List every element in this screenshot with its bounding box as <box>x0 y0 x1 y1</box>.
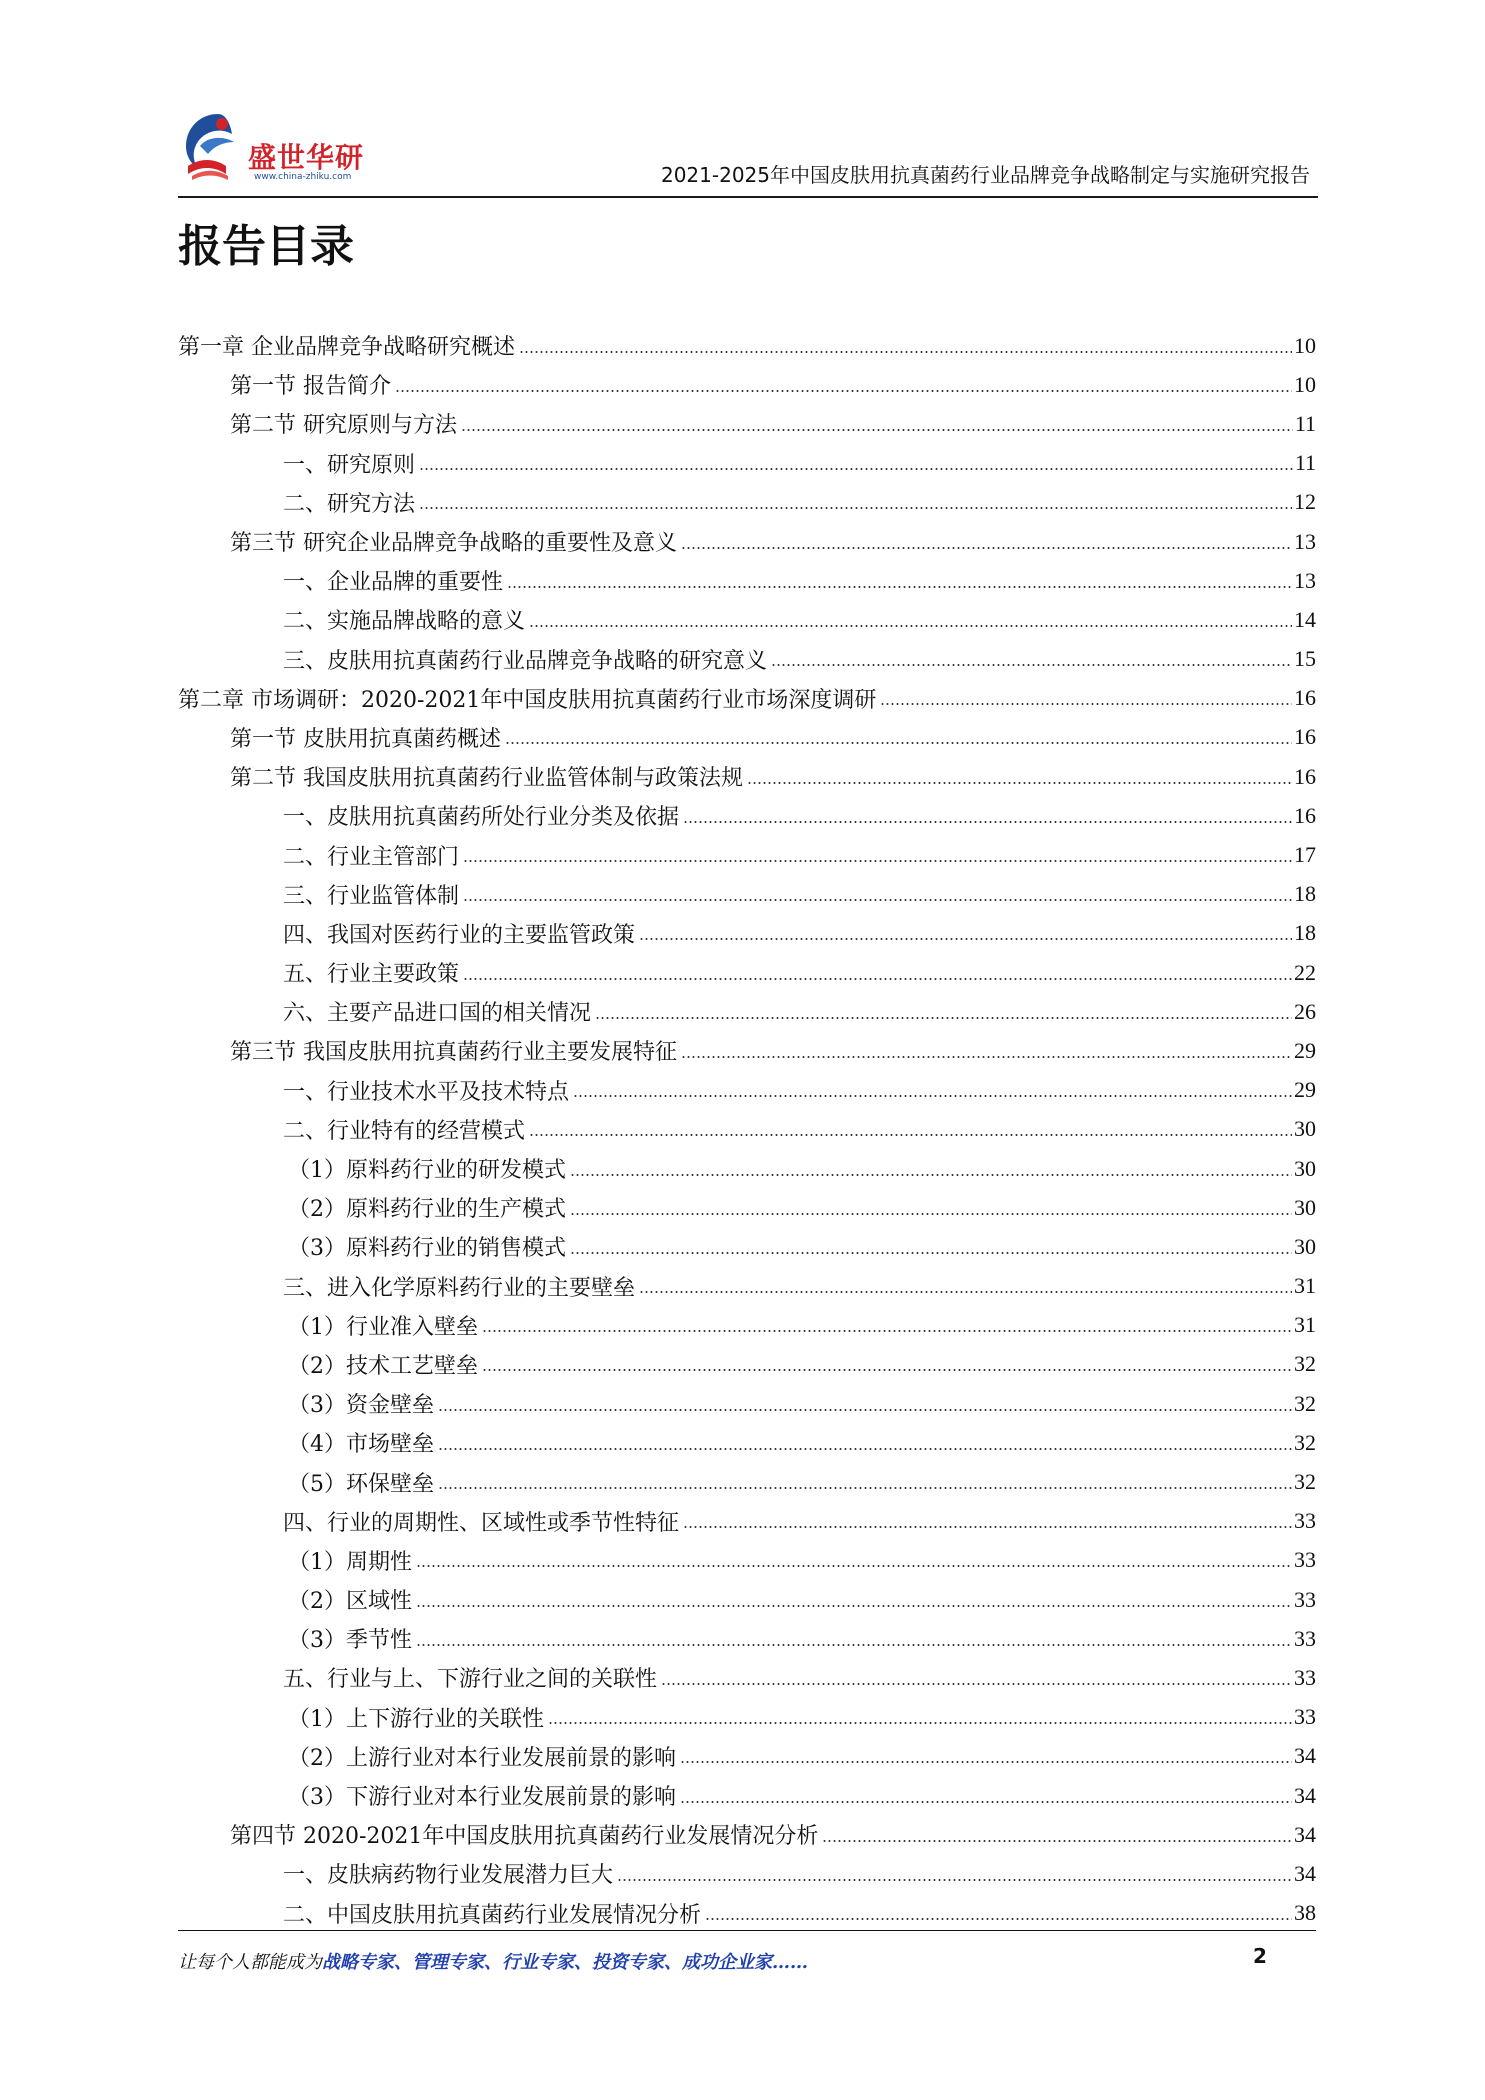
page-title: 报告目录 <box>178 221 354 272</box>
toc-entry-label: 五、行业与上、下游行业之间的关联性 <box>283 1662 659 1693</box>
toc-entry[interactable] <box>178 1227 1316 1266</box>
toc-leader-dots <box>463 978 1292 980</box>
toc-entry-label: 第三节 我国皮肤用抗真菌药行业主要发展特征 <box>230 1035 679 1066</box>
toc-entry[interactable] <box>178 1776 1316 1815</box>
toc-entry-label: 六、主要产品进口国的相关情况 <box>283 996 593 1027</box>
toc-leader-dots <box>617 1879 1292 1881</box>
toc-leader-dots <box>683 821 1292 823</box>
toc-leader-dots <box>519 351 1292 353</box>
toc-entry-page: 13 <box>1294 528 1316 554</box>
logo-emblem-icon <box>178 106 248 186</box>
logo-url: www.china-zhiku.com <box>254 172 352 182</box>
toc-entry-label: （1）行业准入壁垒 <box>288 1310 480 1341</box>
toc-entry-label: 第二节 我国皮肤用抗真菌药行业监管体制与政策法规 <box>230 761 745 792</box>
toc-entry-page: 32 <box>1294 1469 1316 1495</box>
toc-entry-label: （1）周期性 <box>288 1545 414 1576</box>
toc-entry-page: 34 <box>1294 1743 1316 1769</box>
toc-entry-label: 五、行业主要政策 <box>283 957 461 988</box>
toc-entry-label: 第一节 皮肤用抗真菌药概述 <box>230 722 503 753</box>
toc-leader-dots <box>461 429 1293 431</box>
toc-entry[interactable] <box>178 1737 1316 1776</box>
toc-entry-label: 二、实施品牌战略的意义 <box>283 604 527 635</box>
footer-divider <box>178 1930 1316 1931</box>
toc-entry[interactable] <box>178 953 1316 992</box>
toc-entry[interactable] <box>178 1541 1316 1580</box>
toc-entry[interactable] <box>178 875 1316 914</box>
toc-leader-dots <box>683 1526 1292 1528</box>
toc-leader-dots <box>438 1487 1292 1489</box>
toc-leader-dots <box>438 1448 1292 1450</box>
toc-leader-dots <box>548 1722 1292 1724</box>
toc-leader-dots <box>705 1918 1292 1920</box>
page-header <box>178 100 1318 198</box>
toc-leader-dots <box>529 1134 1292 1136</box>
toc-leader-dots <box>880 703 1292 705</box>
toc-entry-label: （1）原料药行业的研发模式 <box>288 1153 568 1184</box>
toc-leader-dots <box>771 664 1292 666</box>
toc-entry[interactable] <box>178 1345 1316 1384</box>
toc-entry-page: 13 <box>1294 567 1316 593</box>
toc-leader-dots <box>419 468 1293 470</box>
toc-entry-page: 18 <box>1294 920 1316 946</box>
toc-entry[interactable] <box>178 1698 1316 1737</box>
toc-entry[interactable] <box>178 326 1316 365</box>
toc-entry-page: 16 <box>1294 763 1316 789</box>
toc-entry-page: 33 <box>1294 1704 1316 1730</box>
toc-entry[interactable] <box>178 600 1316 639</box>
toc-entry-page: 33 <box>1294 1508 1316 1534</box>
company-logo <box>178 106 378 192</box>
toc-entry-label: 三、皮肤用抗真菌药行业品牌竞争战略的研究意义 <box>283 644 769 675</box>
toc-leader-dots <box>639 938 1292 940</box>
toc-entry-label: 三、进入化学原料药行业的主要壁垒 <box>283 1271 637 1302</box>
toc-entry[interactable] <box>178 718 1316 757</box>
toc-entry[interactable] <box>178 640 1316 679</box>
footer-slogan-prefix: 让每个人都能成为 <box>178 1952 322 1973</box>
page-number: 2 <box>1253 1944 1267 1968</box>
logo-name: 盛世华研 <box>248 141 365 174</box>
toc-entry-label: （3）季节性 <box>288 1623 414 1654</box>
toc-entry-page: 30 <box>1294 1233 1316 1259</box>
toc-leader-dots <box>570 1252 1292 1254</box>
toc-entry-label: （2）原料药行业的生产模式 <box>288 1192 568 1223</box>
toc-leader-dots <box>463 899 1292 901</box>
toc-entry-page: 12 <box>1294 489 1316 515</box>
toc-entry-label: 第一章 企业品牌竞争战略研究概述 <box>178 330 517 361</box>
toc-leader-dots <box>416 1605 1292 1607</box>
toc-entry[interactable] <box>178 444 1316 483</box>
toc-entry-label: 四、行业的周期性、区域性或季节性特征 <box>283 1506 681 1537</box>
toc-entry[interactable] <box>178 1894 1316 1933</box>
toc-entry-label: 二、研究方法 <box>283 487 417 518</box>
toc-leader-dots <box>416 1565 1292 1567</box>
toc-entry-page: 32 <box>1294 1429 1316 1455</box>
toc-leader-dots <box>505 742 1292 744</box>
toc-entry[interactable] <box>178 992 1316 1031</box>
toc-entry-page: 11 <box>1294 450 1316 476</box>
footer-slogan <box>178 1948 808 1974</box>
toc-entry-page: 30 <box>1294 1194 1316 1220</box>
toc-leader-dots <box>419 507 1292 509</box>
toc-entry-page: 26 <box>1294 998 1316 1024</box>
toc-entry-page: 30 <box>1294 1116 1316 1142</box>
toc-entry-label: （3）原料药行业的销售模式 <box>288 1231 568 1262</box>
toc-entry-page: 33 <box>1294 1664 1316 1690</box>
toc-entry-page: 17 <box>1294 842 1316 868</box>
toc-entry[interactable] <box>178 404 1316 443</box>
toc-leader-dots <box>570 1213 1292 1215</box>
toc-leader-dots <box>680 1801 1292 1803</box>
toc-entry[interactable] <box>178 679 1316 718</box>
toc-entry[interactable] <box>178 1619 1316 1658</box>
toc-entry-page: 16 <box>1294 685 1316 711</box>
toc-leader-dots <box>416 1644 1292 1646</box>
toc-entry[interactable] <box>178 1071 1316 1110</box>
toc-entry[interactable] <box>178 1462 1316 1501</box>
toc-leader-dots <box>395 390 1292 392</box>
toc-entry-label: 一、行业技术水平及技术特点 <box>283 1075 571 1106</box>
toc-entry-label: 第四节 2020-2021年中国皮肤用抗真菌药行业发展情况分析 <box>230 1819 820 1850</box>
toc-entry-page: 34 <box>1294 1782 1316 1808</box>
toc-entry-label: 二、行业主管部门 <box>283 840 461 871</box>
toc-leader-dots <box>747 782 1292 784</box>
toc-entry[interactable] <box>178 1580 1316 1619</box>
toc-entry-label: 二、中国皮肤用抗真菌药行业发展情况分析 <box>283 1898 703 1929</box>
toc-entry-label: （2）上游行业对本行业发展前景的影响 <box>288 1741 678 1772</box>
toc-leader-dots <box>595 1017 1292 1019</box>
toc-entry[interactable] <box>178 1306 1316 1345</box>
toc-entry-page: 34 <box>1294 1821 1316 1847</box>
toc-leader-dots <box>463 860 1292 862</box>
toc-entry-page: 38 <box>1294 1900 1316 1926</box>
toc-entry-page: 14 <box>1294 606 1316 632</box>
toc-entry-label: 第二节 研究原则与方法 <box>230 408 459 439</box>
toc-entry[interactable] <box>178 1502 1316 1541</box>
toc-leader-dots <box>482 1369 1292 1371</box>
toc-entry-label: （4）市场壁垒 <box>288 1427 436 1458</box>
toc-entry[interactable] <box>178 914 1316 953</box>
toc-entry[interactable] <box>178 1384 1316 1423</box>
toc-leader-dots <box>482 1330 1292 1332</box>
toc-entry[interactable] <box>178 365 1316 404</box>
toc-entry-page: 33 <box>1294 1586 1316 1612</box>
toc-entry[interactable] <box>178 1423 1316 1462</box>
toc-entry-label: （3）下游行业对本行业发展前景的影响 <box>288 1780 678 1811</box>
toc-entry-page: 22 <box>1294 959 1316 985</box>
toc-entry[interactable] <box>178 1854 1316 1893</box>
toc-leader-dots <box>573 1095 1292 1097</box>
toc-entry[interactable] <box>178 1149 1316 1188</box>
toc-leader-dots <box>529 625 1292 627</box>
toc-entry-page: 31 <box>1294 1312 1316 1338</box>
toc-entry-page: 29 <box>1294 1077 1316 1103</box>
toc-entry-label: 一、研究原则 <box>283 448 417 479</box>
toc-entry-label: 第三节 研究企业品牌竞争战略的重要性及意义 <box>230 526 679 557</box>
toc-leader-dots <box>639 1291 1292 1293</box>
toc-leader-dots <box>507 586 1292 588</box>
toc-entry-label: （1）上下游行业的关联性 <box>288 1702 546 1733</box>
toc-entry-page: 15 <box>1294 646 1316 672</box>
toc-entry-label: （2）技术工艺壁垒 <box>288 1349 480 1380</box>
table-of-contents <box>178 326 1316 1933</box>
toc-entry[interactable] <box>178 483 1316 522</box>
toc-entry-label: 一、皮肤病药物行业发展潜力巨大 <box>283 1858 615 1889</box>
toc-entry-label: （2）区域性 <box>288 1584 414 1615</box>
toc-entry-page: 10 <box>1294 371 1316 397</box>
toc-entry-label: 二、行业特有的经营模式 <box>283 1114 527 1145</box>
toc-leader-dots <box>438 1409 1292 1411</box>
toc-leader-dots <box>680 1761 1292 1763</box>
toc-entry-label: 第一节 报告简介 <box>230 369 393 400</box>
report-title: 2021-2025年中国皮肤用抗真菌药行业品牌竞争战略制定与实施研究报告 <box>660 163 1310 187</box>
toc-entry-label: 三、行业监管体制 <box>283 879 461 910</box>
toc-entry-page: 18 <box>1294 881 1316 907</box>
toc-entry[interactable] <box>178 835 1316 874</box>
toc-entry-page: 33 <box>1294 1625 1316 1651</box>
toc-leader-dots <box>681 547 1292 549</box>
toc-entry[interactable] <box>178 1267 1316 1306</box>
toc-entry-page: 10 <box>1294 332 1316 358</box>
toc-entry-label: （5）环保壁垒 <box>288 1467 436 1498</box>
toc-entry-label: 四、我国对医药行业的主要监管政策 <box>283 918 637 949</box>
toc-leader-dots <box>681 1056 1292 1058</box>
toc-entry[interactable] <box>178 1815 1316 1854</box>
toc-entry[interactable] <box>178 1031 1316 1070</box>
toc-entry-page: 16 <box>1294 802 1316 828</box>
footer-slogan-emphasis: 战略专家、管理专家、行业专家、投资专家、成功企业家…… <box>322 1952 808 1973</box>
toc-entry[interactable] <box>178 757 1316 796</box>
toc-entry-label: 一、皮肤用抗真菌药所处行业分类及依据 <box>283 800 681 831</box>
toc-entry[interactable] <box>178 796 1316 835</box>
toc-entry-page: 11 <box>1294 410 1316 436</box>
toc-leader-dots <box>570 1174 1292 1176</box>
toc-entry-page: 30 <box>1294 1155 1316 1181</box>
toc-entry-page: 33 <box>1294 1547 1316 1573</box>
toc-entry-label: （3）资金壁垒 <box>288 1388 436 1419</box>
toc-entry-page: 32 <box>1294 1390 1316 1416</box>
toc-entry-page: 29 <box>1294 1037 1316 1063</box>
toc-entry-page: 16 <box>1294 724 1316 750</box>
toc-entry[interactable] <box>178 1188 1316 1227</box>
toc-entry-label: 一、企业品牌的重要性 <box>283 565 505 596</box>
toc-entry[interactable] <box>178 1110 1316 1149</box>
toc-leader-dots <box>822 1840 1292 1842</box>
toc-entry-page: 31 <box>1294 1273 1316 1299</box>
toc-entry-page: 34 <box>1294 1860 1316 1886</box>
toc-entry[interactable] <box>178 1658 1316 1697</box>
toc-entry-label: 第二章 市场调研：2020-2021年中国皮肤用抗真菌药行业市场深度调研 <box>178 683 878 714</box>
toc-entry-page: 32 <box>1294 1351 1316 1377</box>
toc-entry[interactable] <box>178 522 1316 561</box>
toc-leader-dots <box>661 1683 1292 1685</box>
toc-entry[interactable] <box>178 561 1316 600</box>
